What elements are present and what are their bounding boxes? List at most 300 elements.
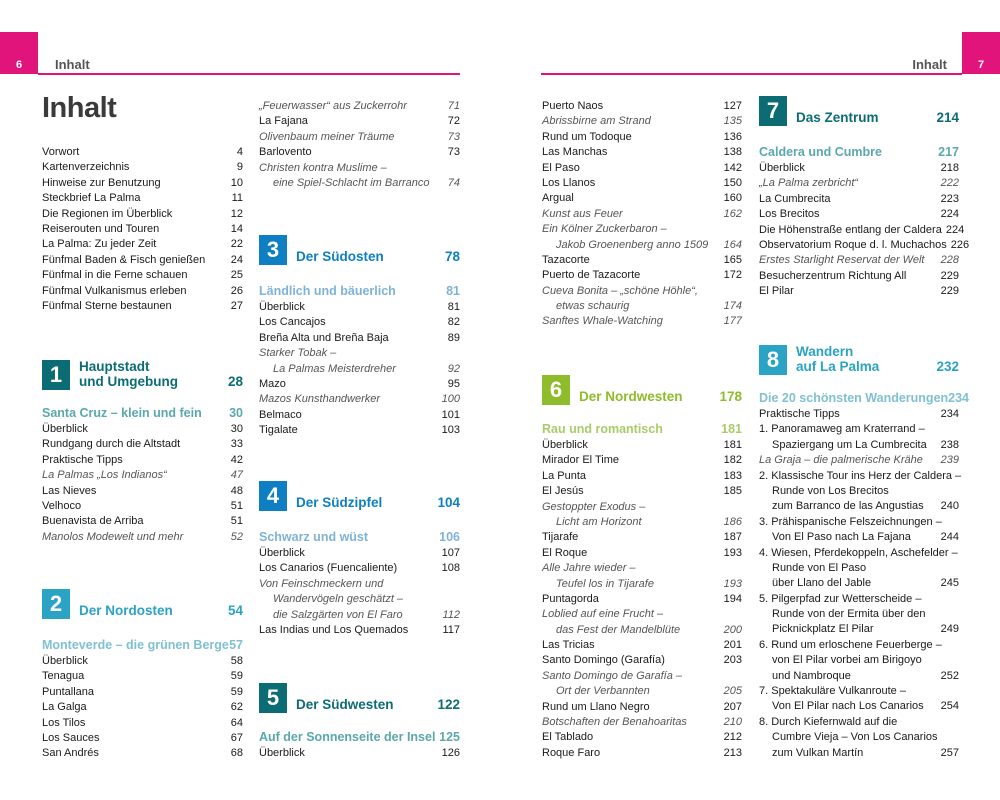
chapter-page: 28: [227, 374, 243, 389]
toc-entry[interactable]: [542, 130, 742, 145]
toc-entry-title: das Fest der Mandelblüte: [556, 623, 681, 636]
toc-entry-page: 172: [723, 269, 742, 282]
toc-entry[interactable]: [759, 422, 959, 437]
toc-entry[interactable]: [542, 577, 742, 592]
toc-entry-title: El Paso: [542, 161, 580, 174]
chapter-7-section: [759, 144, 970, 300]
toc-entry[interactable]: [542, 469, 742, 484]
toc-column-1: [42, 145, 243, 775]
toc-entry-page: 249: [940, 623, 959, 636]
toc-entry[interactable]: [759, 746, 959, 761]
toc-entry-page: 9: [236, 161, 243, 174]
toc-entry-page: 150: [723, 176, 742, 189]
toc-entry[interactable]: [42, 484, 243, 499]
toc-entry[interactable]: [42, 453, 243, 468]
section-heading-title: Rau und romantisch: [542, 422, 663, 436]
toc-entry[interactable]: [542, 623, 742, 638]
toc-entry-page: 239: [940, 454, 959, 467]
toc-entry-title: 2. Klassische Tour ins Herz der Caldera –: [759, 469, 962, 482]
toc-entry-title: Mazo: [259, 377, 286, 390]
toc-entry[interactable]: [759, 223, 965, 238]
toc-entry-title: Los Cancajos: [259, 316, 326, 329]
toc-entry-page: [955, 484, 959, 499]
toc-entry[interactable]: [42, 422, 243, 437]
chapter-title: Der Nordwesten: [579, 389, 683, 404]
section-heading-page: 81: [446, 284, 460, 298]
toc-entry-title: Von El Pilar nach Los Canarios: [772, 700, 924, 713]
chapter-4-heading: [259, 481, 460, 511]
toc-entry-title: Praktische Tipps: [42, 453, 123, 466]
toc-entry[interactable]: [542, 730, 742, 745]
toc-entry[interactable]: [42, 437, 243, 452]
toc-entry-page: 186: [723, 515, 742, 528]
toc-entry-title: Los Sauces: [42, 731, 100, 744]
toc-entry[interactable]: [759, 438, 959, 453]
toc-entry[interactable]: [542, 268, 742, 283]
toc-entry[interactable]: [759, 638, 959, 653]
section-heading-title: Schwarz und wüst: [259, 530, 369, 544]
toc-entry-title: Rundgang durch die Altstadt: [42, 438, 181, 451]
toc-entry-title: Barlovento: [259, 146, 312, 159]
toc-entry-page: 210: [723, 716, 742, 729]
toc-entry-page: 201: [723, 639, 742, 652]
toc-entry[interactable]: [42, 268, 243, 283]
chapter-title: Der Nordosten: [79, 603, 173, 618]
toc-entry-title: La Palma: Zu jeder Zeit: [42, 238, 157, 251]
toc-entry-title: Roque Faro: [542, 746, 601, 759]
toc-entry-page: 203: [723, 654, 742, 667]
toc-entry[interactable]: [759, 715, 959, 730]
toc-entry-page: 164: [723, 238, 742, 251]
toc-entry-title: 8. Durch Kiefernwald auf die: [759, 715, 898, 728]
toc-entry[interactable]: [759, 269, 959, 284]
toc-entry-page: 72: [447, 115, 460, 128]
toc-entry[interactable]: [42, 746, 243, 761]
toc-entry[interactable]: [542, 238, 742, 253]
toc-entry[interactable]: [542, 176, 742, 191]
toc-entry[interactable]: [542, 561, 742, 576]
toc-entry-page: 24: [230, 253, 243, 266]
toc-entry-page: [456, 577, 460, 592]
toc-entry-title: Die Regionen im Überblick: [42, 207, 173, 220]
toc-entry[interactable]: [542, 700, 742, 715]
toc-entry-title: Überblick: [259, 301, 305, 313]
toc-entry-page: [955, 638, 959, 653]
toc-entry[interactable]: [542, 207, 742, 222]
section-heading-page: 234: [948, 391, 970, 405]
toc-entry[interactable]: [542, 515, 742, 530]
toc-entry-title: Buenavista de Arriba: [42, 515, 144, 528]
toc-entry[interactable]: [542, 284, 742, 299]
toc-entry[interactable]: [542, 191, 742, 206]
toc-entry-title: Las Manchas: [542, 146, 608, 159]
toc-entry-page: 73: [447, 130, 460, 143]
toc-entry-page: 136: [723, 130, 742, 143]
toc-entry-title: Cumbre Vieja – Von Los Canarios: [772, 731, 938, 744]
toc-entry-title: Argual: [542, 192, 574, 205]
chapter-title-line: Wandern: [796, 344, 854, 359]
toc-entry[interactable]: [259, 362, 460, 377]
toc-entry[interactable]: [542, 161, 742, 176]
toc-entry-page: 127: [723, 100, 742, 112]
toc-entry[interactable]: [542, 684, 742, 699]
toc-entry-title: Steckbrief La Palma: [42, 192, 141, 205]
toc-entry-title: Fünfmal Sterne bestaunen: [42, 299, 172, 312]
toc-entry[interactable]: [759, 453, 959, 468]
toc-entry-title: La Palmas „Los Indianos“: [42, 469, 167, 482]
toc-entry-title: Fünfmal Baden & Fisch genießen: [42, 253, 206, 266]
toc-entry-page: 177: [723, 315, 742, 328]
toc-entry[interactable]: [759, 684, 959, 699]
chapter-4-section: [259, 529, 460, 638]
toc-entry-page: 187: [723, 531, 742, 544]
toc-entry[interactable]: [759, 499, 959, 514]
toc-entry[interactable]: [259, 608, 460, 623]
section-heading: [542, 421, 742, 438]
toc-entry-title: La Palmas Meisterdreher: [273, 362, 396, 375]
toc-entry[interactable]: [759, 607, 959, 622]
toc-entry[interactable]: [259, 392, 460, 407]
toc-entry-page: 107: [441, 547, 460, 559]
toc-entry[interactable]: [42, 700, 243, 715]
toc-entry[interactable]: [759, 653, 959, 668]
toc-entry-page: 108: [441, 562, 460, 575]
toc-entry-title: Puerto de Tazacorte: [542, 269, 641, 282]
toc-entry[interactable]: [259, 746, 460, 761]
chapter-3-heading: [259, 235, 460, 265]
toc-entry[interactable]: [42, 669, 243, 684]
toc-entry-page: 112: [442, 608, 460, 621]
chapter-2-heading: [42, 589, 243, 619]
section-heading-page: 30: [229, 406, 243, 420]
toc-entry[interactable]: [759, 530, 959, 545]
toc-entry[interactable]: [42, 145, 243, 160]
toc-entry-page: 11: [231, 192, 243, 205]
toc-entry-title: Belmaco: [259, 408, 302, 421]
toc-entry-title: Licht am Horizont: [556, 515, 642, 528]
toc-entry[interactable]: [759, 730, 959, 745]
toc-entry-title: 7. Spektakuläre Vulkanroute –: [759, 685, 906, 698]
toc-entry[interactable]: [759, 561, 959, 576]
toc-entry[interactable]: [259, 331, 460, 346]
toc-entry[interactable]: [259, 130, 460, 145]
toc-entry[interactable]: [42, 191, 243, 206]
toc-entry[interactable]: [542, 715, 742, 730]
toc-entry[interactable]: [259, 145, 460, 160]
toc-entry-page: 218: [940, 162, 959, 174]
toc-entry[interactable]: [759, 546, 959, 561]
toc-entry[interactable]: [259, 623, 460, 638]
toc-entry-page: 59: [230, 670, 243, 683]
toc-entry-page: 182: [723, 454, 742, 467]
toc-entry-title: El Jesús: [542, 485, 584, 498]
toc-entry[interactable]: [759, 284, 959, 299]
toc-entry[interactable]: [759, 161, 959, 176]
toc-entry-title: La Galga: [42, 701, 87, 714]
toc-entry-title: Reiserouten und Touren: [42, 222, 160, 235]
toc-entry[interactable]: [542, 653, 742, 668]
toc-entry[interactable]: [759, 699, 959, 714]
toc-entry-title: Ein Kölner Zuckerbaron –: [542, 223, 667, 236]
toc-entry-page: 59: [230, 685, 243, 698]
toc-entry-title: La Punta: [542, 469, 587, 482]
section-heading-page: 217: [938, 145, 959, 159]
toc-entry[interactable]: [542, 500, 742, 515]
toc-entry-title: La Graja – die palmerische Krähe: [759, 454, 923, 467]
toc-entry-page: 207: [723, 700, 742, 713]
toc-entry[interactable]: [259, 99, 460, 114]
section-heading: [759, 144, 959, 161]
toc-entry-page: 165: [723, 253, 742, 266]
toc-entry-page: 52: [230, 530, 243, 543]
toc-entry-title: La Fajana: [259, 115, 308, 128]
section-heading-title: Monteverde – die grünen Berge: [42, 638, 229, 652]
chapter-title: Das Zentrum: [796, 110, 879, 125]
toc-entry[interactable]: [42, 514, 243, 529]
toc-entry[interactable]: [542, 530, 742, 545]
toc-entry[interactable]: [42, 530, 243, 545]
toc-entry[interactable]: [759, 176, 959, 191]
chapter-2-continued: [259, 99, 460, 191]
toc-entry[interactable]: [542, 669, 742, 684]
toc-entry[interactable]: [759, 238, 970, 253]
chapter-5-heading: [259, 683, 460, 713]
toc-entry[interactable]: [542, 299, 742, 314]
section-heading: [259, 283, 460, 300]
toc-entry[interactable]: [542, 592, 742, 607]
toc-entry-page: 81: [447, 301, 460, 313]
toc-entry-page: 229: [940, 269, 959, 282]
toc-entry-page: 257: [940, 746, 959, 759]
toc-entry-title: Los Canarios (Fuencaliente): [259, 562, 398, 575]
left-page-number: 6: [0, 32, 38, 74]
toc-entry[interactable]: [259, 546, 460, 561]
toc-entry[interactable]: [542, 453, 742, 468]
chapter-1-heading: [42, 359, 243, 390]
toc-entry[interactable]: [259, 423, 460, 438]
toc-entry[interactable]: [542, 253, 742, 268]
chapter-1-section: [42, 405, 243, 545]
toc-entry[interactable]: [759, 592, 959, 607]
toc-entry-page: [738, 500, 742, 515]
toc-entry-title: Teufel los in Tijarafe: [556, 577, 654, 590]
toc-entry[interactable]: [42, 284, 243, 299]
toc-entry[interactable]: [759, 669, 959, 684]
toc-entry-title: Las Nieves: [42, 484, 97, 497]
toc-entry[interactable]: [259, 577, 460, 592]
toc-entry-page: 89: [447, 331, 460, 344]
toc-entry-title: Los Llanos: [542, 176, 596, 189]
toc-entry-page: [961, 469, 965, 484]
toc-entry-title: La Cumbrecita: [759, 192, 831, 205]
toc-entry-title: die Salzgärten von El Faro: [273, 608, 403, 621]
toc-entry-title: Olivenbaum meiner Träume: [259, 130, 395, 143]
chapter-1-entries: [42, 422, 243, 545]
toc-entry-page: 193: [723, 577, 742, 590]
toc-entry[interactable]: [259, 176, 460, 191]
toc-entry-title: Puntagorda: [542, 592, 599, 605]
toc-entry-page: [955, 422, 959, 437]
toc-entry[interactable]: [42, 468, 243, 483]
toc-entry[interactable]: [42, 654, 243, 669]
toc-entry[interactable]: [759, 207, 959, 222]
toc-entry-title: Puerto Naos: [542, 100, 604, 112]
toc-entry-page: [738, 607, 742, 622]
toc-entry-title: Runde von Los Brecitos: [772, 484, 889, 497]
toc-entry-title: Sanftes Whale-Watching: [542, 315, 663, 328]
toc-entry-page: [955, 607, 959, 622]
toc-entry[interactable]: [542, 638, 742, 653]
toc-entry-page: 62: [230, 701, 243, 714]
toc-entry[interactable]: [42, 716, 243, 731]
toc-entry-title: Alle Jahre wieder –: [542, 562, 636, 575]
chapter-7-entries: [759, 161, 970, 300]
toc-entry-title: Tenagua: [42, 670, 85, 683]
toc-entry[interactable]: [259, 561, 460, 576]
toc-entry-page: 103: [441, 424, 460, 437]
toc-entry-page: 68: [230, 747, 243, 760]
toc-column-4: [759, 96, 970, 776]
toc-entry-page: 95: [447, 377, 460, 390]
toc-entry[interactable]: [759, 622, 959, 637]
toc-entry[interactable]: [42, 160, 243, 175]
toc-entry[interactable]: [259, 114, 460, 129]
toc-entry-title: Puntallana: [42, 685, 94, 698]
toc-entry-title: 6. Rund um erloschene Feuerberge –: [759, 638, 942, 651]
toc-entry-title: Manolos Modewelt und mehr: [42, 530, 184, 543]
chapter-5-continued: [542, 99, 742, 330]
section-heading-title: Ländlich und bäuerlich: [259, 284, 396, 298]
toc-entry-page: 101: [441, 408, 460, 421]
toc-entry[interactable]: [542, 314, 742, 329]
toc-entry-page: 244: [940, 531, 959, 544]
left-running-title: Inhalt: [55, 57, 90, 72]
chapter-4-entries: [259, 546, 460, 638]
toc-entry[interactable]: [542, 438, 742, 453]
chapter-2-entries: [42, 654, 243, 762]
toc-entry-page: 245: [940, 577, 959, 590]
toc-entry-title: eine Spiel-Schlacht im Barranco: [273, 176, 430, 189]
toc-entry[interactable]: [542, 546, 742, 561]
toc-entry[interactable]: [759, 576, 959, 591]
toc-entry-title: Loblied auf eine Frucht –: [542, 608, 664, 621]
toc-entry[interactable]: [542, 222, 742, 237]
chapter-5-entries: [259, 746, 460, 761]
toc-entry[interactable]: [542, 484, 742, 499]
chapter-7-heading: [759, 96, 959, 126]
toc-entry-page: 222: [940, 177, 959, 190]
toc-entry-title: etwas schaurig: [556, 300, 630, 313]
toc-entry[interactable]: [759, 469, 962, 484]
toc-entry-page: [738, 284, 742, 299]
toc-entry[interactable]: [759, 515, 959, 530]
toc-entry-title: Picknickplatz El Pilar: [772, 623, 874, 636]
toc-entry[interactable]: [259, 408, 460, 423]
toc-entry-page: [738, 222, 742, 237]
toc-entry-title: Hinweise zur Benutzung: [42, 176, 161, 189]
toc-entry-title: Überblick: [42, 423, 88, 435]
toc-entry-page: 58: [230, 655, 243, 667]
chapter-8-entries: [759, 407, 962, 761]
toc-entry[interactable]: [259, 315, 460, 330]
toc-entry[interactable]: [42, 222, 243, 237]
toc-entry-title: Überblick: [42, 655, 88, 667]
chapter-number-badge: 3: [259, 235, 287, 265]
toc-entry[interactable]: [542, 145, 742, 160]
toc-entry[interactable]: [759, 253, 959, 268]
toc-entry-title: Gestoppter Exodus –: [542, 500, 646, 513]
toc-entry[interactable]: [759, 407, 959, 422]
toc-entry[interactable]: [542, 99, 742, 114]
toc-entry[interactable]: [259, 346, 460, 361]
toc-entry-page: 33: [230, 438, 243, 451]
toc-entry-title: Überblick: [259, 547, 305, 559]
section-heading-title: Caldera und Cumbre: [759, 145, 882, 159]
chapter-3-entries: [259, 300, 460, 439]
toc-entry[interactable]: [542, 746, 742, 761]
toc-entry-title: Mazos Kunsthandwerker: [259, 393, 381, 406]
chapter-number-badge: 4: [259, 481, 287, 511]
toc-entry[interactable]: [42, 731, 243, 746]
toc-entry[interactable]: [259, 377, 460, 392]
chapter-number-badge: 1: [42, 360, 70, 390]
toc-entry[interactable]: [542, 114, 742, 129]
toc-entry-page: 212: [723, 731, 742, 744]
toc-entry-title: Runde von der Ermita über den: [772, 608, 926, 621]
toc-entry-title: 4. Wiesen, Pferdekoppeln, Aschefelder –: [759, 546, 958, 559]
chapter-6-heading: [542, 375, 742, 405]
toc-entry-title: Botschaften der Benahoaritas: [542, 716, 687, 729]
chapter-number-badge: 6: [542, 375, 570, 405]
toc-entry-title: Rund um Todoque: [542, 130, 632, 143]
toc-entry[interactable]: [759, 192, 959, 207]
toc-entry-title: Observatorium Roque d. l. Muchachos: [759, 238, 947, 251]
toc-entry-page: [955, 715, 959, 730]
toc-entry-page: 174: [723, 300, 742, 313]
toc-entry-title: El Tablado: [542, 731, 594, 744]
toc-entry-page: 229: [940, 285, 959, 298]
toc-entry[interactable]: [42, 499, 243, 514]
toc-entry[interactable]: [42, 207, 243, 222]
toc-entry-title: Praktische Tipps: [759, 408, 840, 420]
toc-entry-title: „La Palma zerbricht“: [759, 177, 859, 190]
toc-entry-title: und Nambroque: [772, 669, 851, 682]
toc-entry-page: 67: [230, 731, 243, 744]
toc-entry-title: 1. Panoramaweg am Kraterrand –: [759, 423, 925, 436]
toc-entry[interactable]: [259, 592, 460, 607]
section-heading-page: 181: [721, 422, 742, 436]
toc-entry[interactable]: [542, 607, 742, 622]
section-heading: [259, 529, 460, 546]
toc-entry-title: Los Brecitos: [759, 208, 820, 221]
toc-entry[interactable]: [259, 161, 460, 176]
toc-entry[interactable]: [759, 484, 959, 499]
toc-entry-title: Besucherzentrum Richtung All: [759, 269, 907, 282]
chapter-8-heading: [759, 344, 959, 375]
toc-entry-page: 205: [723, 685, 742, 698]
toc-entry-page: 4: [236, 146, 243, 158]
toc-entry[interactable]: [42, 685, 243, 700]
chapter-6-section: [542, 421, 742, 761]
toc-entry[interactable]: [42, 253, 243, 268]
toc-entry[interactable]: [259, 300, 460, 315]
toc-entry-page: [738, 669, 742, 684]
section-heading: [42, 405, 243, 422]
toc-entry[interactable]: [42, 176, 243, 191]
toc-entry[interactable]: [42, 237, 243, 252]
toc-entry-page: 100: [441, 393, 460, 406]
toc-entry[interactable]: [42, 299, 243, 314]
